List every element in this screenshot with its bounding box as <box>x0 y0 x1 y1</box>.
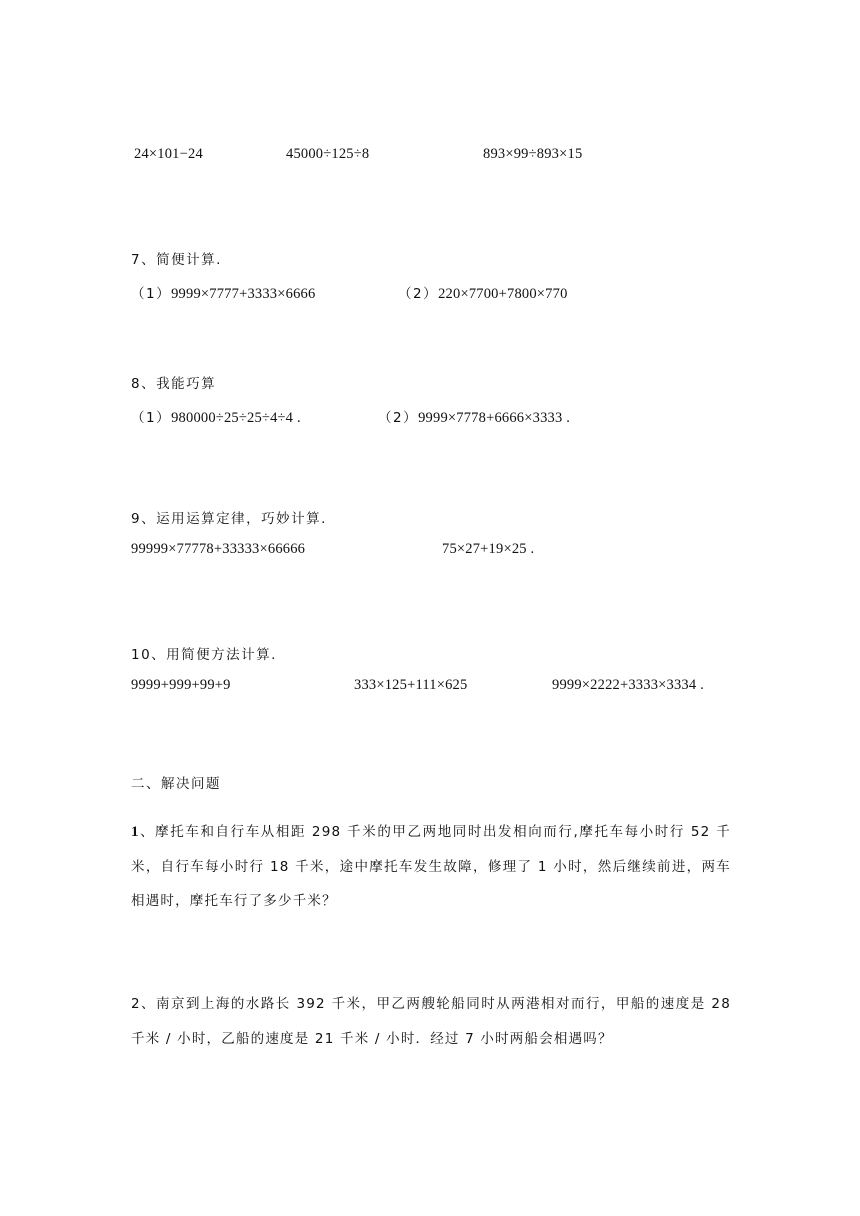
q7-part2-label: （2） <box>398 286 439 302</box>
q9-expr2: 75×27+19×25 . <box>442 541 535 557</box>
q7-part1 <box>131 282 315 303</box>
q8-part2 <box>378 406 570 427</box>
problem-1-number: 1 <box>131 824 140 840</box>
q10-expr2: 333×125+111×625 <box>354 677 468 693</box>
expr-24x101: 24×101−24 <box>134 146 203 162</box>
q8-part2-expr: 9999×7778+6666×3333 . <box>418 410 571 426</box>
expr-45000-div: 45000÷125÷8 <box>286 146 370 162</box>
q8-title: 8、我能巧算 <box>131 376 217 392</box>
q7-part2-expr: 220×7700+7800×770 <box>438 286 568 302</box>
q10-expr1: 9999+999+99+9 <box>131 677 231 693</box>
q10-expr3: 9999×2222+3333×3334 . <box>552 677 704 693</box>
q8-part2-label: （2） <box>378 410 419 426</box>
section2-title: 二、解决问题 <box>131 776 221 792</box>
q7-title: 7、简便计算. <box>131 252 222 268</box>
problem-1-text: 、摩托车和自行车从相距 298 千米的甲乙两地同时出发相向而行,摩托车每小时行 52 千米，自行车每小时行 18 千米，途中摩托车发生故障，修理了 1 小时，然后继续前进，两车相遇时，摩托车行了多少千米？ <box>131 824 731 909</box>
q7-part2 <box>398 282 568 303</box>
q7-part1-label: （1） <box>131 286 172 302</box>
q8-part1-expr: 980000÷25÷25÷4÷4 . <box>171 410 301 426</box>
q8-part1 <box>131 406 301 427</box>
expr-893x99: 893×99÷893×15 <box>483 146 583 162</box>
q8-part1-label: （1） <box>131 410 172 426</box>
q10-title: 10、用简便方法计算. <box>131 647 277 663</box>
q9-title: 9、运用运算定律，巧妙计算. <box>131 511 327 527</box>
q9-expr1: 99999×77778+33333×66666 <box>131 541 306 557</box>
problem-2: 2、南京到上海的水路长 392 千米，甲乙两艘轮船同时从两港相对而行，甲船的速度是 28 千米 / 小时，乙船的速度是 21 千米 / 小时．经过 7 小时两船会相遇吗？ <box>131 996 731 1047</box>
q7-part1-expr: 9999×7777+3333×6666 <box>171 286 316 302</box>
problem-1 <box>131 815 731 919</box>
